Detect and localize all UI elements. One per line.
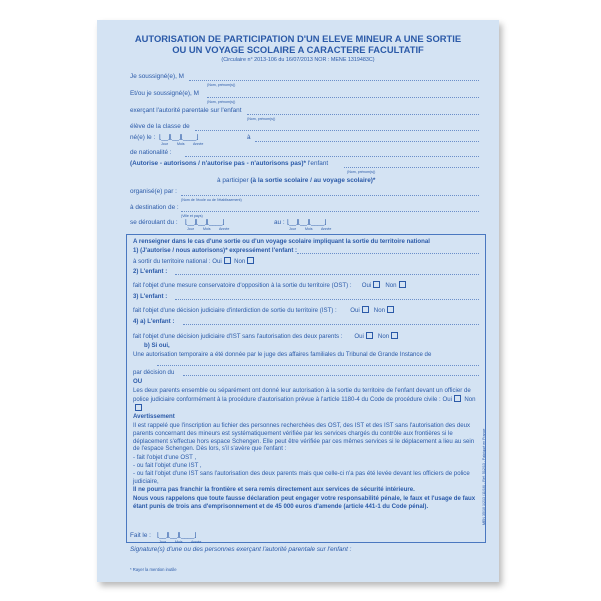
label-deroulant: se déroulant du : — [130, 219, 178, 226]
hint-jour: Jour — [289, 227, 296, 231]
hint-mois: Mois — [175, 540, 183, 544]
territory-section — [126, 234, 486, 543]
q4b-label: b) Si oui, — [144, 342, 170, 349]
label-fait-le: Fait le : — [130, 532, 151, 539]
field-enfant[interactable] — [247, 114, 479, 115]
field-lieu-naissance[interactable] — [255, 141, 479, 142]
label-classe: élève de la classe de — [130, 123, 190, 130]
field-nationalite[interactable] — [185, 156, 479, 157]
checkbox-q1-non[interactable] — [247, 257, 254, 264]
checkbox-parents-oui[interactable] — [454, 395, 461, 402]
hint-nom: (Nom, prénom(s)) — [207, 83, 236, 87]
label-soussigne: Je soussigné(e), M — [130, 73, 184, 80]
checkbox-q2-non[interactable] — [399, 281, 406, 288]
q4a-ist-text: fait l'objet d'une décision judiciaire d'IST sans l'autorisation des deux parents : — [133, 333, 343, 340]
q3-ist — [133, 306, 394, 315]
non-label: Non — [234, 258, 246, 265]
date-naissance-boxes[interactable]: ⌊__⌋⌊__⌋⌊____⌋ — [159, 134, 199, 141]
bullet-ist: - ou fait l'objet d'une IST , — [133, 462, 202, 469]
field-tgi[interactable] — [157, 365, 479, 366]
form-title-line1: AUTORISATION DE PARTICIPATION D'UN ELEVE MINEUR A UNE SORTIE — [134, 33, 462, 44]
autorise-choice: (Autorise - autorisons / n'autorise pas - n'autorisons pas)* — [130, 160, 306, 167]
oui-label: Oui — [212, 258, 222, 265]
checkbox-q3-non[interactable] — [387, 306, 394, 313]
q2-ost-text: fait l'objet d'une mesure conservatoire d'opposition à la sortie du territoire (OST) : — [133, 282, 352, 289]
oui-label: Oui — [350, 307, 360, 314]
field-destination[interactable] — [181, 211, 479, 212]
bullet-ist-sans: - ou fait l'objet d'une IST sans l'autorisation des deux parents mais que celle-ci n'a pas été levée devant les officiers de police judiciaire, — [133, 470, 470, 485]
q2-ost — [133, 281, 406, 290]
hint-etablissement: (Nom de l'école ou de l'établissement) — [181, 198, 242, 202]
label-signature: Signature(s) d'une ou des personnes exerçant l'autorité parentale sur l'enfant : — [130, 546, 352, 553]
hint-annee: Année — [193, 142, 204, 146]
q4b-text: Une autorisation temporaire a été donnée par le juge des affaires familiales du Tribunal de Grande Instance de — [133, 351, 432, 358]
parents-text — [133, 387, 479, 412]
hint-annee: Année — [191, 540, 202, 544]
checkbox-q1-oui[interactable] — [224, 257, 231, 264]
field-classe[interactable] — [195, 130, 479, 131]
label-ne-le: né(e) le : — [130, 134, 156, 141]
checkbox-q4-oui[interactable] — [366, 332, 373, 339]
non-label: Non — [377, 333, 390, 340]
q1-label: 1) (J'autorise / nous autorisons)* expressément l'enfant : — [133, 247, 298, 254]
section-heading: A renseigner dans le cas d'une sortie ou d'un voyage scolaire impliquant la sortie du territoire national — [133, 238, 430, 245]
oui-label: Oui — [354, 333, 364, 340]
footnote-rayer: * Rayer la mention inutile — [130, 567, 177, 572]
field-q4-enfant[interactable] — [183, 324, 479, 325]
non-label: Non — [464, 395, 476, 403]
field-decision[interactable] — [183, 375, 479, 376]
q4a-ist — [133, 332, 398, 341]
field-enfant2[interactable] — [344, 167, 479, 168]
date-fin-boxes[interactable]: ⌊__⌋⌊__⌋⌊____⌋ — [287, 219, 327, 226]
hint-annee: Année — [321, 227, 332, 231]
field-q1-enfant[interactable] — [297, 253, 479, 254]
label-autorise — [130, 160, 328, 167]
hint-nom: (Nom, prénom(s)) — [347, 170, 376, 174]
par-decision: par décision du — [133, 369, 175, 376]
label-autorite: exerçant l'autorité parentale sur l'enfant — [130, 107, 242, 114]
hint-ville: (Ville et pays) — [181, 214, 203, 218]
q3-label: 3) L'enfant : — [133, 293, 168, 300]
field-parent1[interactable] — [189, 80, 479, 81]
q1-sortir-text: à sortir du territoire national : — [133, 258, 211, 265]
label-enfant: l'enfant — [305, 160, 329, 167]
avertissement-text: Il est rappelé que l'inscription au fichier des personnes recherchées des OST, des IST et des IST sans l'autorisation des deux parents concernant des mineurs est systématiquement vérifiée par les services chargés du contrôle aux frontières si le déplacement s'effectue hors espace Schengen. Elle peut être vérifiée par ces mêmes services si le déplacement a lieu au sein de l'espace Schengen. Dès lors, s'il s'avère que l'enfant : — [133, 422, 475, 453]
checkbox-parents-non[interactable] — [135, 404, 142, 411]
hint-mois: Mois — [203, 227, 211, 231]
ou-label: OU — [133, 378, 143, 385]
non-label: Non — [373, 307, 385, 314]
checkbox-q2-oui[interactable] — [373, 281, 380, 288]
hint-nom: (Nom, prénom(s)) — [207, 100, 236, 104]
q2-label: 2) L'enfant : — [133, 268, 168, 275]
label-destination: à destination de : — [130, 204, 179, 211]
field-parent2[interactable] — [207, 97, 479, 98]
hint-mois: Mois — [305, 227, 313, 231]
label-au: au : — [274, 219, 285, 226]
side-reference: MEN 35/10 1/213 (11/16) - Réf. 512/13 - Fabriqué en France — [482, 428, 486, 525]
fausse-declaration: Nous vous rappelons que toute fausse déclaration peut engager votre responsabilité pénale, le faux et l'usage de faux étant punis de trois ans d'emprisonnement et de 45 000 euros d'amende (article 441-1 du Code pénal). — [133, 495, 476, 510]
sortie-choice: (à la sortie scolaire / au voyage scolaire)* — [250, 177, 376, 184]
field-organisateur[interactable] — [181, 195, 479, 196]
label-participer — [217, 177, 375, 184]
hint-jour: Jour — [161, 142, 168, 146]
label-organise: organisé(e) par : — [130, 188, 177, 195]
parents-text-body: Les deux parents ensemble ou séparément ont donné leur autorisation à la sortie du territoire de l'enfant devant un officier de police judiciaire conformément à la procédure d'autorisation prévue à l'article 1180-4 du Code de procédure civile : — [133, 387, 471, 403]
label-soussigne2: Et/ou je soussigné(e), M — [130, 90, 199, 97]
hint-annee: Année — [219, 227, 230, 231]
form-sheet — [97, 20, 499, 582]
q4a-label: 4) a) L'enfant : — [133, 318, 175, 325]
q3-ist-text: fait l'objet d'une décision judiciaire d'interdiction de sortie du territoire (IST) : — [133, 307, 337, 314]
field-q2-enfant[interactable] — [175, 274, 479, 275]
hint-mois: Mois — [177, 142, 185, 146]
avertissement-heading: Avertissement — [133, 413, 175, 420]
checkbox-q3-oui[interactable] — [362, 306, 369, 313]
circular-reference: (Circulaire n° 2013-106 du 16/07/2013 NOR : MENE 1319483C) — [221, 57, 375, 63]
field-q3-enfant[interactable] — [175, 299, 479, 300]
oui-label: Oui — [361, 282, 372, 289]
frontiere-warning: Il ne pourra pas franchir la frontière et sera remis directement aux services de sécurité intérieure. — [133, 486, 415, 493]
q1-sortir — [133, 257, 254, 266]
label-nationalite: de nationalité : — [130, 149, 172, 156]
form-title-line2: OU UN VOYAGE SCOLAIRE A CARACTERE FACULTATIF — [172, 44, 424, 55]
hint-jour: Jour — [159, 540, 166, 544]
participer-text: à participer — [217, 177, 251, 184]
hint-nom: (Nom, prénom(s)) — [247, 117, 276, 121]
checkbox-q4-non[interactable] — [391, 332, 398, 339]
non-label: Non — [385, 282, 397, 289]
hint-jour: Jour — [187, 227, 194, 231]
date-signature-boxes[interactable]: ⌊__⌋⌊__⌋⌊____⌋ — [157, 532, 197, 539]
bullet-ost: - fait l'objet d'une OST , — [133, 454, 197, 461]
label-a: à — [247, 134, 251, 141]
oui-label: Oui — [442, 395, 452, 403]
date-debut-boxes[interactable]: ⌊__⌋⌊__⌋⌊____⌋ — [185, 219, 225, 226]
